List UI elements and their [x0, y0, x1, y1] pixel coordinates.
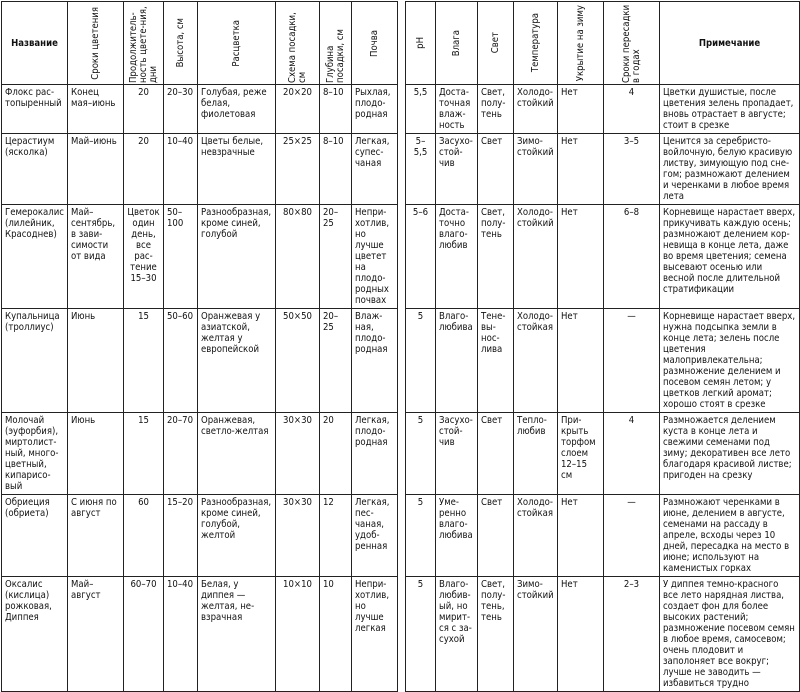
header-name: Название: [2, 2, 68, 85]
cell-temperature: Зимостойкий: [514, 577, 558, 692]
cell-moisture: Умеренно влаголюбива: [436, 495, 478, 577]
cell-temperature: Холодостойкий: [514, 205, 558, 309]
cell-transplant: 2–3: [604, 577, 660, 692]
column-gap: [398, 85, 406, 134]
cell-bloom-time: Июнь: [68, 413, 124, 495]
cell-winter-cover: Нет: [558, 134, 604, 205]
cell-coloring: Оранжевая у азиатской, желтая у европейской: [198, 309, 276, 413]
header-ph: pH: [406, 2, 436, 85]
cell-winter-cover: Нет: [558, 205, 604, 309]
cell-temperature: Теплолюбив: [514, 413, 558, 495]
cell-ph: 5: [406, 413, 436, 495]
header-transplant: Сроки пересадки в годах: [604, 2, 660, 85]
cell-ph: 5,5: [406, 85, 436, 134]
cell-temperature: Холодостойкая: [514, 309, 558, 413]
header-light: Свет: [478, 2, 514, 85]
cell-note: Размножают черенками в июне, делением в августе, семенами на рассаду в апреле, всходы через 10 дней, пересадка на место в июне; используют на каменистых горках: [660, 495, 800, 577]
column-gap: [398, 577, 406, 692]
cell-light: Теневынослива: [478, 309, 514, 413]
cell-light: Свет, полутень: [478, 205, 514, 309]
plant-table: [1, 1, 800, 692]
cell-bloom-duration: 20: [124, 85, 164, 134]
cell-light: Свет: [478, 134, 514, 205]
cell-bloom-time: Май–август: [68, 577, 124, 692]
cell-winter-cover: Нет: [558, 309, 604, 413]
cell-moisture: Достаточная влажность: [436, 85, 478, 134]
cell-planting-depth: 12: [320, 495, 352, 577]
column-gap: [398, 134, 406, 205]
cell-note: Цветки душистые, после цветения зелень пропадает, вновь отрастает в августе; стоит в срезке: [660, 85, 800, 134]
column-gap: [398, 205, 406, 309]
cell-height: 50–60: [164, 309, 198, 413]
cell-coloring: Оранжевая, светло-желтая: [198, 413, 276, 495]
cell-note: Ценится за серебристо-войлочную, белую красивую листву, зимующую под снегом; размножают делением и черенками в любое время лета: [660, 134, 800, 205]
cell-note: Корневище нарастает вверх, прикучивать каждую осень; размножают делением корневища в конце лета, даже во время цветения; семена высевают осенью или весной после длительной стратификации: [660, 205, 800, 309]
cell-height: 20–70: [164, 413, 198, 495]
cell-coloring: Разнообразная, кроме синей, голубой: [198, 205, 276, 309]
cell-bloom-duration: 15: [124, 309, 164, 413]
cell-ph: 5: [406, 309, 436, 413]
cell-ph: 5: [406, 577, 436, 692]
cell-soil: Неприхотлив, но лучше цветет на плодородных почвах: [352, 205, 398, 309]
header-bloom-duration: Продолжитель-ность цвете-ния, дни: [124, 2, 164, 85]
cell-moisture: Влаголюбивый, но мирится с засухой: [436, 577, 478, 692]
cell-bloom-duration: 60–70: [124, 577, 164, 692]
cell-bloom-duration: 20: [124, 134, 164, 205]
cell-name: Гемерокалис (лилейник, Красоднев): [2, 205, 68, 309]
cell-transplant: 4: [604, 85, 660, 134]
cell-bloom-time: Май–июнь: [68, 134, 124, 205]
cell-bloom-time: Конец мая–июнь: [68, 85, 124, 134]
cell-transplant: 3–5: [604, 134, 660, 205]
header-winter-cover: Укрытие на зиму: [558, 2, 604, 85]
cell-planting-scheme: 80×80: [276, 205, 320, 309]
header-note: Примечание: [660, 2, 800, 85]
cell-name: Обриеция (обриета): [2, 495, 68, 577]
cell-ph: 5: [406, 495, 436, 577]
header-height: Высота, см: [164, 2, 198, 85]
cell-moisture: Засухостойчив: [436, 413, 478, 495]
cell-winter-cover: Нет: [558, 495, 604, 577]
cell-height: 20–30: [164, 85, 198, 134]
header-bloom-time: Сроки цветения: [68, 2, 124, 85]
cell-light: Свет: [478, 413, 514, 495]
table-row: [2, 495, 800, 577]
cell-soil: Легкая, супесчаная: [352, 134, 398, 205]
cell-name: Флокс растопыренный: [2, 85, 68, 134]
cell-bloom-duration: Цветок один день, все растение 15–30: [124, 205, 164, 309]
cell-name: Церастиум (ясколка): [2, 134, 68, 205]
cell-transplant: 6–8: [604, 205, 660, 309]
cell-height: 10–40: [164, 134, 198, 205]
cell-coloring: Цветы белые, невзрачные: [198, 134, 276, 205]
cell-light: Свет: [478, 495, 514, 577]
table-row: [2, 309, 800, 413]
cell-name: Молочай (эуфорбия), миртолистный, многоцветный, кипарисовый: [2, 413, 68, 495]
header-soil: Почва: [352, 2, 398, 85]
cell-note: Корневище нарастает вверх, нужна подсыпка земли в конце лета; зелень после цветения малопривлекательна; размножение делением и посевом семян летом; у цветков легкий аромат; хорошо стоят в срезке: [660, 309, 800, 413]
cell-temperature: Холодостойкий: [514, 85, 558, 134]
cell-height: 10–40: [164, 577, 198, 692]
cell-planting-scheme: 10×10: [276, 577, 320, 692]
cell-moisture: Засухостойчив: [436, 134, 478, 205]
header-coloring: Расцветка: [198, 2, 276, 85]
cell-planting-depth: 20–25: [320, 205, 352, 309]
header-planting-scheme: Схема посадки, см: [276, 2, 320, 85]
column-gap: [398, 2, 406, 85]
table-body: [2, 85, 800, 692]
cell-planting-depth: 10: [320, 577, 352, 692]
cell-light: Свет, полутень: [478, 85, 514, 134]
cell-planting-scheme: 50×50: [276, 309, 320, 413]
cell-temperature: Зимостойкий: [514, 134, 558, 205]
cell-light: Свет, полутень, тень: [478, 577, 514, 692]
column-gap: [398, 413, 406, 495]
cell-planting-depth: 20: [320, 413, 352, 495]
cell-planting-depth: 8–10: [320, 134, 352, 205]
cell-bloom-time: Июнь: [68, 309, 124, 413]
cell-note: Размножается делением куста в конце лета и свежими семенами под зиму; декоративен все лето благодаря красивой листве; пригоден на срезку: [660, 413, 800, 495]
cell-height: 15–20: [164, 495, 198, 577]
cell-planting-scheme: 30×30: [276, 495, 320, 577]
cell-note: У диппея темно-красного все лето нарядная листва, создает фон для более высоких растений; размножение посевом семян в любое время, самосевом; очень плодовит и заполоняет все вокруг; лучше не заводить — избавиться трудно: [660, 577, 800, 692]
header-planting-depth: Глубина посадки, см: [320, 2, 352, 85]
cell-soil: Влажная, плодородная: [352, 309, 398, 413]
cell-planting-scheme: 25×25: [276, 134, 320, 205]
cell-name: Оксалис (кислица) рожковая, Диппея: [2, 577, 68, 692]
cell-temperature: Холодостойкая: [514, 495, 558, 577]
cell-coloring: Голубая, реже белая, фиолетовая: [198, 85, 276, 134]
table-row: [2, 205, 800, 309]
cell-ph: 5–6: [406, 205, 436, 309]
cell-moisture: Влаголюбива: [436, 309, 478, 413]
cell-planting-depth: 8–10: [320, 85, 352, 134]
cell-bloom-time: С июня по август: [68, 495, 124, 577]
cell-bloom-time: Май–сентябрь, в зависимости от вида: [68, 205, 124, 309]
cell-soil: Рыхлая, плодородная: [352, 85, 398, 134]
cell-height: 50–100: [164, 205, 198, 309]
header-temperature: Температура: [514, 2, 558, 85]
cell-planting-depth: 20–25: [320, 309, 352, 413]
header-moisture: Влага: [436, 2, 478, 85]
cell-winter-cover: Прикрыть торфом слоем 12–15 см: [558, 413, 604, 495]
cell-transplant: —: [604, 495, 660, 577]
cell-winter-cover: Нет: [558, 577, 604, 692]
cell-bloom-duration: 15: [124, 413, 164, 495]
cell-transplant: —: [604, 309, 660, 413]
table-row: [2, 413, 800, 495]
cell-name: Купальница (троллиус): [2, 309, 68, 413]
cell-coloring: Белая, у диппея — желтая, невзрачная: [198, 577, 276, 692]
table-row: [2, 577, 800, 692]
cell-planting-scheme: 20×20: [276, 85, 320, 134]
cell-bloom-duration: 60: [124, 495, 164, 577]
cell-planting-scheme: 30×30: [276, 413, 320, 495]
cell-soil: Неприхотлив, но лучше легкая: [352, 577, 398, 692]
cell-winter-cover: Нет: [558, 85, 604, 134]
cell-soil: Легкая, плодородная: [352, 413, 398, 495]
cell-moisture: Достаточно влаголюбив: [436, 205, 478, 309]
cell-coloring: Разнообразная, кроме синей, голубой, желтой: [198, 495, 276, 577]
header-row: [2, 2, 800, 85]
table-row: [2, 134, 800, 205]
table-row: [2, 85, 800, 134]
column-gap: [398, 309, 406, 413]
cell-soil: Легкая, песчаная, удобренная: [352, 495, 398, 577]
cell-ph: 5–5,5: [406, 134, 436, 205]
cell-transplant: 4: [604, 413, 660, 495]
column-gap: [398, 495, 406, 577]
